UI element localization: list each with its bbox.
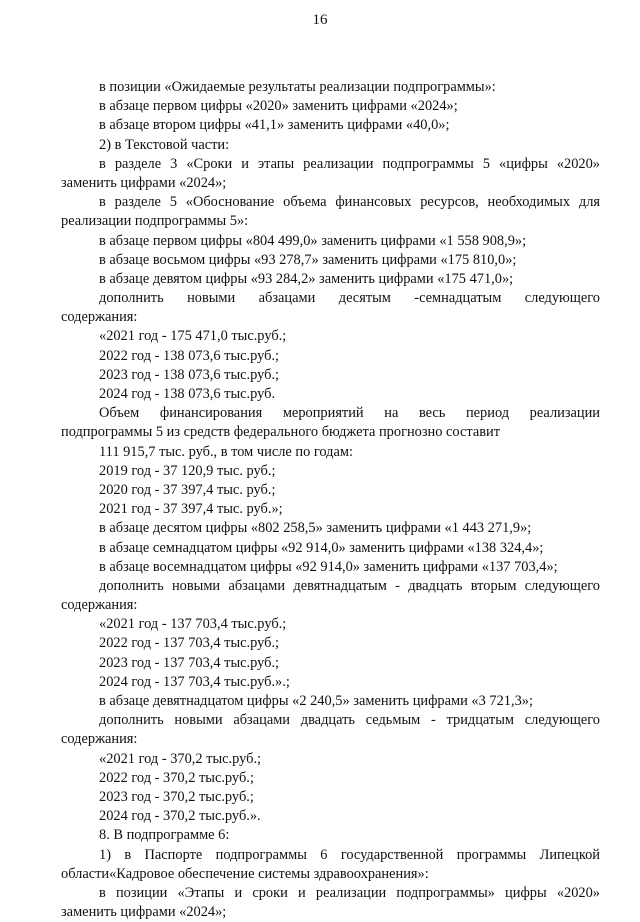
text-line: содержания: <box>61 731 138 748</box>
text-line: в разделе 3 «Сроки и этапы реализации подпрограммы 5 «цифры «2020» <box>99 155 600 172</box>
text-line: 2024 год - 370,2 тыс.руб.». <box>99 808 261 825</box>
text-line: 2020 год - 37 397,4 тыс. руб.; <box>99 481 276 498</box>
text-line: 2023 год - 138 073,6 тыс.руб.; <box>99 366 280 383</box>
text-line: в абзаце восьмом цифры «93 278,7» заменить цифрами «175 810,0»; <box>99 251 517 268</box>
text-line: 2022 год - 137 703,4 тыс.руб.; <box>99 635 280 652</box>
text-line: дополнить новыми абзацами десятым -семнадцатым следующего <box>99 290 600 307</box>
text-line: в абзаце девятнадцатом цифры «2 240,5» заменить цифрами «3 721,3»; <box>99 693 533 709</box>
text-line: 2023 год - 137 703,4 тыс.руб.; <box>99 654 280 671</box>
page-number: 16 <box>312 12 328 28</box>
text-line: «2021 год - 137 703,4 тыс.руб.; <box>99 616 287 633</box>
text-line: заменить цифрами «2024»; <box>61 904 227 921</box>
text-line: в абзаце первом цифры «2020» заменить цифрами «2024»; <box>99 98 458 115</box>
text-line: в абзаце первом цифры «804 499,0» заменить цифрами «1 558 908,9»; <box>99 232 527 249</box>
text-line: 2024 год - 138 073,6 тыс.руб. <box>99 386 276 402</box>
text-line: в абзаце втором цифры «41,1» заменить цифрами «40,0»; <box>99 117 450 134</box>
text-line: в абзаце семнадцатом цифры «92 914,0» заменить цифрами «138 324,4»; <box>99 539 544 556</box>
text-line: дополнить новыми абзацами двадцать седьмым - тридцатым следующего <box>99 712 600 729</box>
text-line: 2022 год - 138 073,6 тыс.руб.; <box>99 347 280 364</box>
text-line: 2023 год - 370,2 тыс.руб.; <box>99 788 254 805</box>
text-line: Объем финансирования мероприятий на весь период реализации <box>99 405 600 422</box>
document-body <box>61 78 600 922</box>
text-line: «2021 год - 175 471,0 тыс.руб.; <box>99 328 287 345</box>
text-line: 1) в Паспорте подпрограммы 6 государственной программы Липецкой <box>99 846 600 863</box>
text-line: области«Кадровое обеспечение системы здравоохранения»: <box>61 865 429 882</box>
text-line: дополнить новыми абзацами девятнадцатым - двадцать вторым следующего <box>99 577 600 594</box>
text-line: в абзаце девятом цифры «93 284,2» заменить цифрами «175 471,0»; <box>99 270 514 287</box>
text-line: заменить цифрами «2024»; <box>61 174 227 191</box>
text-line: 111 915,7 тыс. руб., в том числе по годам: <box>99 443 353 460</box>
text-line: реализации подпрограммы 5»: <box>61 213 249 230</box>
text-line: в абзаце восемнадцатом цифры «92 914,0» заменить цифрами «137 703,4»; <box>99 558 558 575</box>
text-line: 2021 год - 37 397,4 тыс. руб.»; <box>99 501 283 518</box>
text-line: 2) в Текстовой части: <box>99 136 230 153</box>
text-line: подпрограммы 5 из средств федерального бюджета прогнозно составит <box>61 424 501 441</box>
text-line: в позиции «Этапы и сроки и реализации подпрограммы» цифры «2020» <box>99 884 600 901</box>
text-line: 2019 год - 37 120,9 тыс. руб.; <box>99 462 276 479</box>
text-line: 2022 год - 370,2 тыс.руб.; <box>99 769 254 786</box>
text-line: «2021 год - 370,2 тыс.руб.; <box>99 750 262 767</box>
text-line: 8. В подпрограмме 6: <box>99 827 230 844</box>
text-line: в позиции «Ожидаемые результаты реализации подпрограммы»: <box>99 79 496 95</box>
text-line: содержания: <box>61 597 138 614</box>
text-line: в абзаце десятом цифры «802 258,5» заменить цифрами «1 443 271,9»; <box>99 520 532 537</box>
text-line: содержания: <box>61 309 138 326</box>
text-line: 2024 год - 137 703,4 тыс.руб.».; <box>99 673 290 690</box>
text-line: в разделе 5 «Обоснование объема финансовых ресурсов, необходимых для <box>99 194 600 211</box>
